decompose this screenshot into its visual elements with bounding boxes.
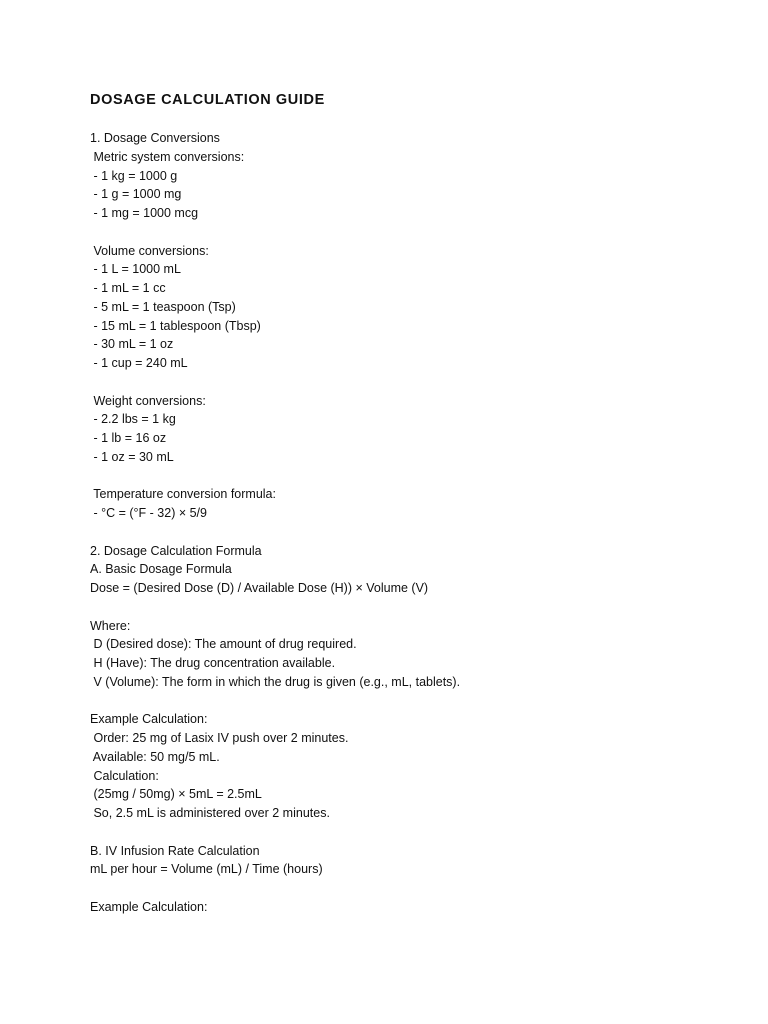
- text-line: So, 2.5 mL is administered over 2 minutes.: [90, 806, 330, 820]
- where-label: Where:: [90, 618, 131, 633]
- text-line: - 2.2 lbs = 1 kg: [90, 412, 176, 427]
- bullet-available: Available: 50 mg/5 mL.: [90, 749, 220, 764]
- subheading-basic-formula: A. Basic Dosage Formula: [90, 562, 232, 577]
- section-heading-dosage-conversions: 1. Dosage Conversions: [90, 131, 220, 145]
- blank-line: [90, 467, 460, 486]
- document-title: DOSAGE CALCULATION GUIDE: [90, 92, 325, 108]
- blank-line: [90, 223, 460, 242]
- blank-line: [90, 692, 460, 711]
- blank-line: [90, 879, 460, 898]
- text-line: - 15 mL = 1 tablespoon (Tbsp): [90, 318, 261, 333]
- blank-line: [90, 598, 460, 617]
- text-line: (25mg / 50mg) × 5mL = 2.5mL: [90, 787, 262, 802]
- bullet-metric-conversions: Metric system conversions:: [90, 149, 245, 164]
- bullet-have: H (Have): The drug concentration available.: [90, 656, 336, 670]
- text-line: - °C = (°F - 32) × 5/9: [90, 506, 207, 520]
- text-line: - 1 mg = 1000 mcg: [90, 206, 199, 220]
- subheading-iv-infusion: B. IV Infusion Rate Calculation: [90, 843, 260, 858]
- bullet-temperature-formula: Temperature conversion formula:: [90, 487, 276, 502]
- bullet-volume-conversions: Volume conversions:: [90, 243, 209, 258]
- blank-line: [90, 823, 460, 842]
- formula-line: Dose = (Desired Dose (D) / Available Dose (H)) × Volume (V): [90, 581, 429, 595]
- bullet-calculation: Calculation:: [90, 768, 159, 783]
- example-heading: Example Calculation:: [90, 712, 208, 727]
- text-line: - 1 g = 1000 mg: [90, 187, 182, 202]
- blank-line: [90, 373, 460, 392]
- bullet-volume: V (Volume): The form in which the drug is given (e.g., mL, tablets).: [90, 674, 461, 689]
- text-line: - 30 mL = 1 oz: [90, 337, 174, 352]
- example-heading: Example Calculation:: [90, 899, 208, 914]
- text-line: - 1 lb = 16 oz: [90, 431, 167, 445]
- text-line: - 1 mL = 1 cc: [90, 281, 166, 295]
- bullet-order: Order: 25 mg of Lasix IV push over 2 minutes.: [90, 731, 349, 745]
- document-body: [90, 129, 460, 917]
- text-line: - 1 kg = 1000 g: [90, 168, 178, 183]
- blank-line: [90, 523, 460, 542]
- text-line: - 5 mL = 1 teaspoon (Tsp): [90, 299, 236, 314]
- text-line: - 1 oz = 30 mL: [90, 449, 174, 464]
- text-line: - 1 cup = 240 mL: [90, 356, 188, 370]
- section-heading-dosage-formula: 2. Dosage Calculation Formula: [90, 543, 262, 558]
- bullet-desired-dose: D (Desired dose): The amount of drug required.: [90, 637, 357, 652]
- formula-line: mL per hour = Volume (mL) / Time (hours): [90, 862, 323, 877]
- text-line: - 1 L = 1000 mL: [90, 262, 181, 277]
- bullet-weight-conversions: Weight conversions:: [90, 393, 206, 408]
